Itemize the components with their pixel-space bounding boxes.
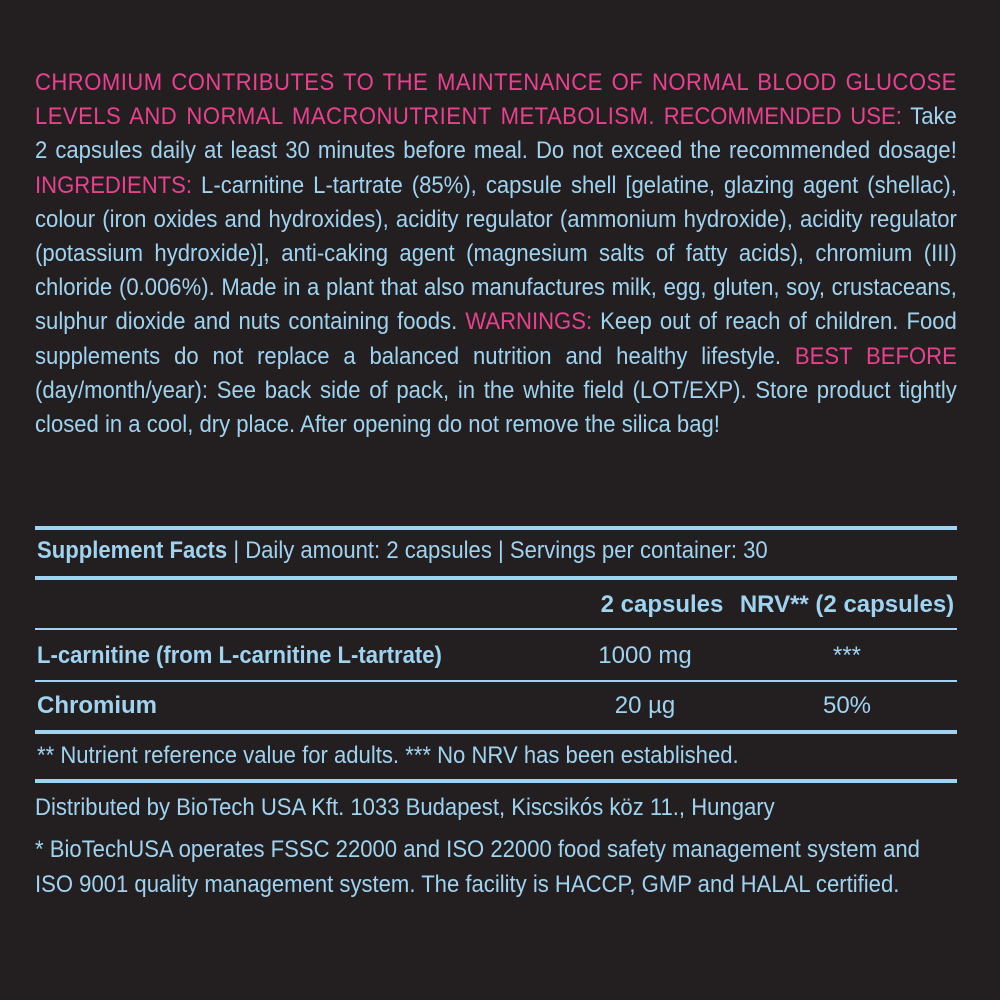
table-row: [37, 642, 957, 672]
warnings-heading: WARNINGS:: [465, 308, 593, 336]
divider-footnote: [35, 730, 957, 734]
best-before-text: (day/month/year): See back side of pack, in the white field (LOT/EXP). Store product tightly closed in a cool, dry place. After opening do not remove the silica bag!: [35, 376, 957, 439]
label-paragraph: [35, 66, 957, 442]
nutrient-amount: 1000 mg: [598, 642, 692, 669]
nutrient-name: Chromium: [37, 692, 157, 719]
column-header-nrv: NRV** (2 capsules): [739, 591, 955, 618]
label-text-block: [35, 66, 957, 442]
separator: |: [491, 537, 510, 564]
table-row: [37, 692, 957, 722]
separator: |: [227, 537, 246, 564]
supplement-facts-title: Supplement Facts: [37, 537, 228, 564]
divider-bottom: [35, 779, 957, 783]
recommended-use-heading: RECOMMENDED USE:: [663, 103, 902, 131]
servings-per-container: Servings per container: 30: [509, 537, 768, 564]
supplement-facts-header: [37, 537, 957, 565]
nutrient-name: L-carnitine (from L-carnitine L-tartrate): [37, 642, 442, 669]
facts-column-headers: [37, 591, 957, 621]
divider-row: [35, 628, 957, 630]
divider-top: [35, 526, 957, 530]
column-header-amount: 2 capsules: [600, 591, 724, 618]
divider-facts: [35, 576, 957, 580]
daily-amount: Daily amount: 2 capsules: [245, 537, 492, 564]
divider-row: [35, 680, 957, 682]
certification-note: * BioTechUSA operates FSSC 22000 and ISO 22000 food safety management system and ISO 9001 quality management system. The facility is HACCP, GMP and HALAL certified.: [35, 836, 920, 898]
best-before-heading: BEST BEFORE: [794, 342, 957, 370]
recommended-use-text: Take 2 capsules daily at least 30 minutes before meal. Do not exceed the recommended dosage!: [35, 103, 957, 165]
distributor-info: Distributed by BioTech USA Kft. 1033 Budapest, Kiscsikós köz 11., Hungary: [35, 794, 775, 821]
nrv-footnote-row: [37, 742, 957, 770]
health-claim: CHROMIUM CONTRIBUTES TO THE MAINTENANCE OF NORMAL BLOOD GLUCOSE LEVELS AND NORMAL MACRONUTRIENT METABOLISM.: [35, 69, 957, 131]
ingredients-text: L-carnitine L-tartrate (85%), capsule shell [gelatine, glazing agent (shellac), colour (iron oxides and hydroxides), acidity regulator (ammonium hydroxide), acidity regulator (potassium hydroxide)], anti-caking agent (magnesium salts of fatty acids), chromium (III) chloride (0.006%). Made in a plant that also manufactures milk, egg, gluten, soy, crustaceans, sulphur dioxide and nuts containing foods.: [35, 171, 957, 336]
nrv-footnote: ** Nutrient reference value for adults. *** No NRV has been established.: [37, 742, 739, 769]
warnings-text: Keep out of reach of children. Food supplements do not replace a balanced nutrition and healthy lifestyle.: [35, 308, 957, 370]
nutrient-amount: 20 µg: [614, 692, 676, 719]
nutrient-nrv: 50%: [822, 692, 872, 719]
nutrient-nrv: ***: [832, 642, 862, 669]
ingredients-heading: INGREDIENTS:: [35, 171, 193, 199]
